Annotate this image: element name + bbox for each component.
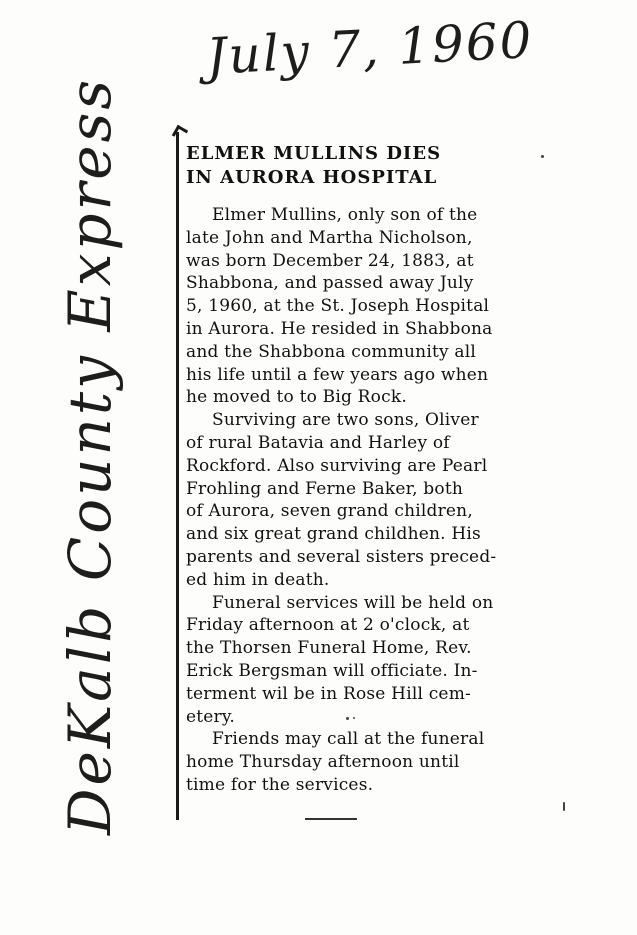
print-speck [346, 717, 349, 720]
text-line: 5, 1960, at the St. Joseph Hospital [186, 296, 490, 317]
text-line: was born December 24, 1883, at [186, 250, 474, 271]
clipping-corner-mark [172, 125, 188, 141]
text-line: Surviving are two sons, Oliver [212, 410, 479, 431]
text-line: parents and several sisters preced- [186, 546, 497, 567]
text-line: home Thursday afternoon until [186, 752, 460, 773]
text-line: Friends may call at the funeral [212, 729, 485, 750]
handwritten-date: July 7, 1960 [205, 10, 535, 86]
headline-line: IN AURORA HOSPITAL [186, 167, 438, 188]
text-line: late John and Martha Nicholson, [186, 227, 473, 248]
text-line: Elmer Mullins, only son of the [212, 205, 478, 225]
text-line: Shabbona, and passed away July [186, 273, 474, 294]
text-line: his life until a few years ago when [186, 364, 489, 385]
article-headline [186, 142, 566, 190]
text-line: Funeral services will be held on [212, 592, 494, 613]
text-line: Friday afternoon at 2 o'clock, at [186, 615, 470, 636]
article-column [186, 142, 566, 797]
text-line: Rockford. Also surviving are Pearl [186, 455, 488, 476]
text-line: Frohling and Ferne Baker, both [186, 478, 464, 499]
article-paragraph [186, 204, 566, 409]
text-line: ed him in death. [186, 569, 330, 590]
text-line: he moved to to Big Rock. [186, 387, 407, 408]
column-rule [176, 132, 179, 820]
article-paragraph [186, 728, 566, 796]
print-speck [353, 717, 355, 719]
text-line: terment wil be in Rose Hill cem- [186, 683, 471, 704]
text-line: and six great grand childhen. His [186, 524, 481, 545]
text-line: of Aurora, seven grand children, [186, 501, 473, 522]
text-line: time for the services. [186, 774, 374, 795]
print-speck [563, 802, 565, 811]
article-paragraph [186, 409, 566, 591]
text-line: Erick Bergsman will officiate. In- [186, 660, 478, 681]
text-line: the Thorsen Funeral Home, Rev. [186, 638, 472, 659]
print-speck [541, 155, 544, 158]
headline-line: ELMER MULLINS DIES [186, 143, 442, 164]
article-paragraph [186, 592, 566, 729]
end-rule [305, 818, 357, 820]
text-line: of rural Batavia and Harley of [186, 432, 450, 453]
text-line: and the Shabbona community all [186, 341, 477, 362]
handwritten-source: DeKalb County Express [56, 76, 124, 835]
text-line: etery. [186, 706, 236, 727]
text-line: in Aurora. He resided in Shabbona [186, 318, 493, 339]
